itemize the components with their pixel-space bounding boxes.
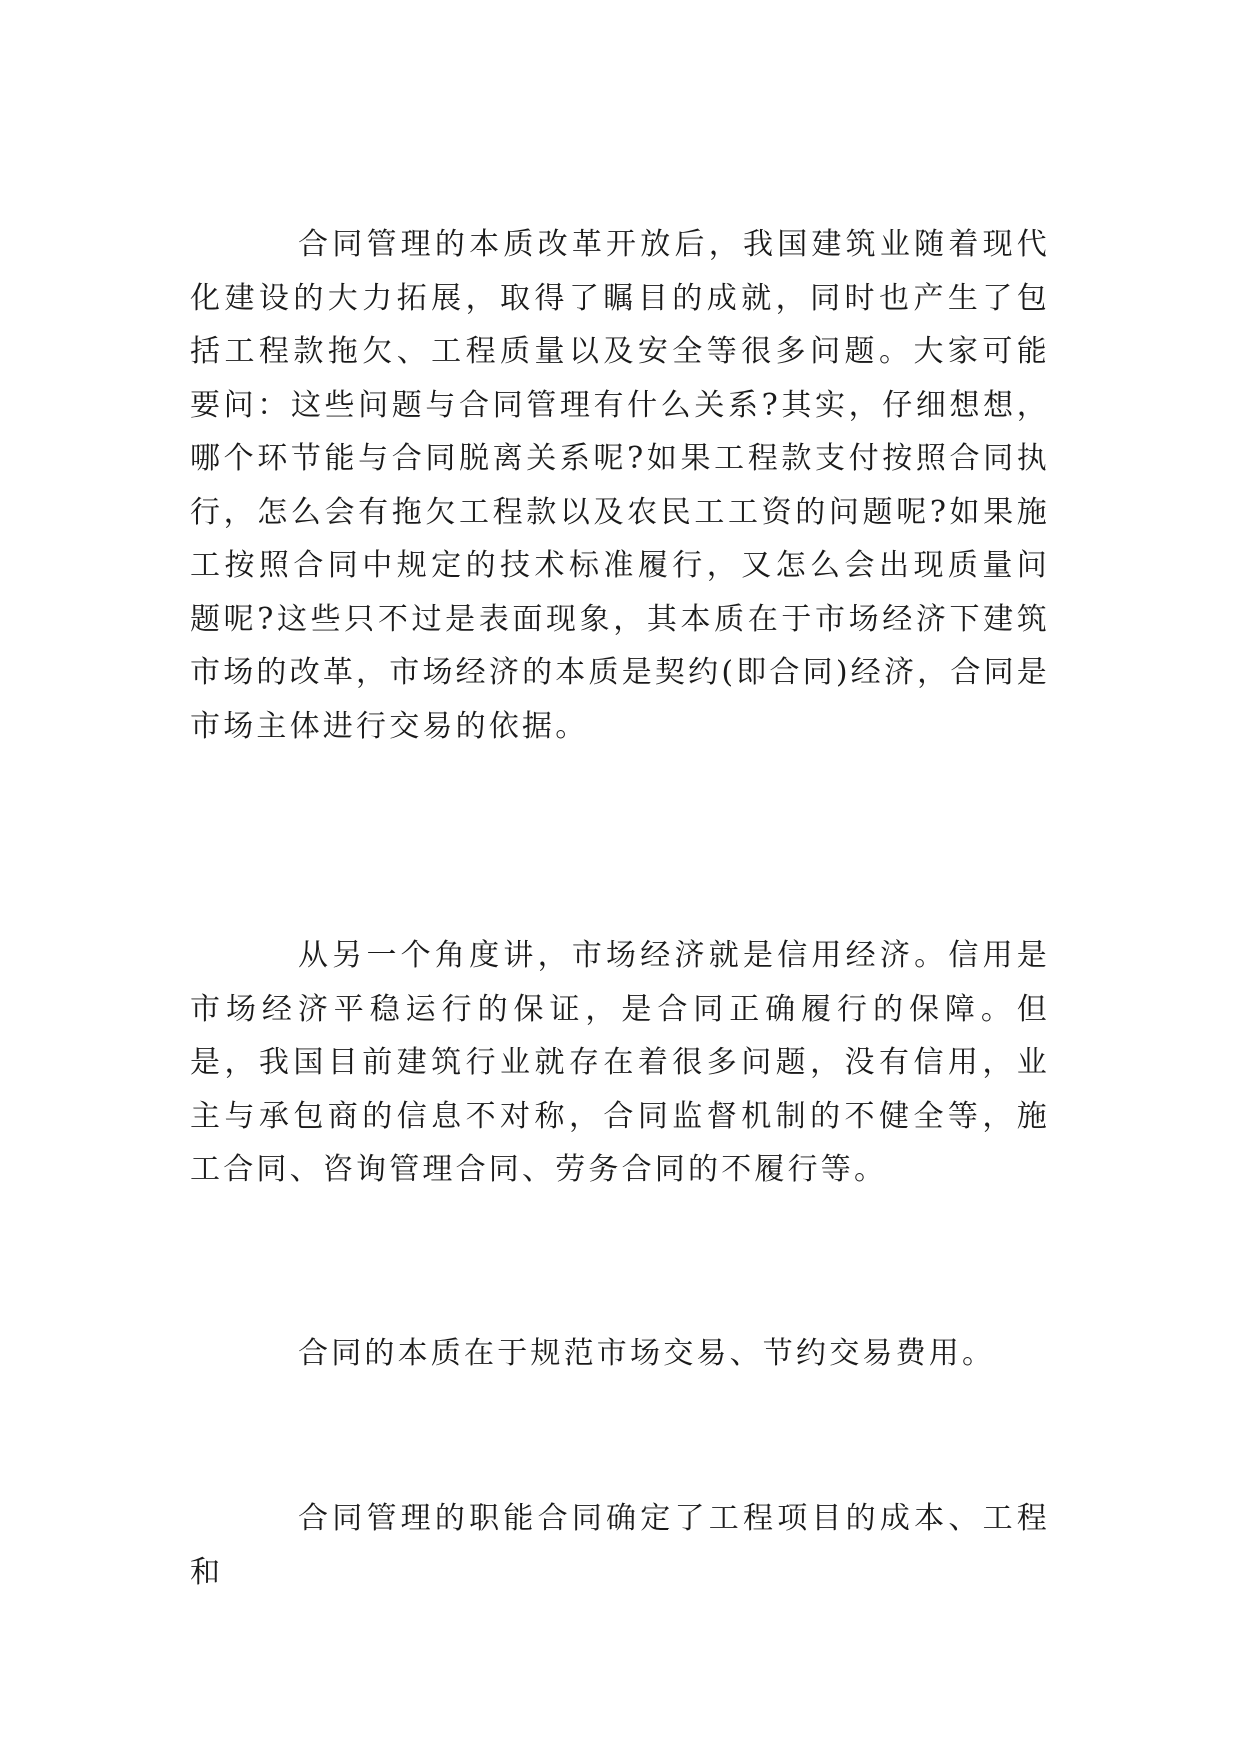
paragraph-contract-essence: 合同管理的本质改革开放后，我国建筑业随着现代化建设的大力拓展，取得了瞩目的成就，同时也产生了包括工程款拖欠、工程质量以及安全等很多问题。大家可能要问：这些问题与合同管理有什么关系?其实，仔细想想，哪个环节能与合同脱离关系呢?如果工程款支付按照合同执行，怎么会有拖欠工程款以及农民工工资的问题呢?如果施工按照合同中规定的技术标准履行，又怎么会出现质量问题呢?这些只不过是表面现象，其本质在于市场经济下建筑市场的改革，市场经济的本质是契约(即合同)经济，合同是市场主体进行交易的依据。 xyxy=(190,227,1050,744)
paragraph-contract-functions: 合同管理的职能合同确定了工程项目的成本、工程和 xyxy=(190,1501,1050,1590)
paragraph-contract-purpose: 合同的本质在于规范市场交易、节约交易费用。 xyxy=(298,1336,996,1371)
paragraph-credit-economy: 从另一个角度讲，市场经济就是信用经济。信用是市场经济平稳运行的保证，是合同正确履行的保障。但是，我国目前建筑行业就存在着很多问题，没有信用，业主与承包商的信息不对称，合同监督机制的不健全等，施工合同、咨询管理合同、劳务合同的不履行等。 xyxy=(190,938,1050,1187)
